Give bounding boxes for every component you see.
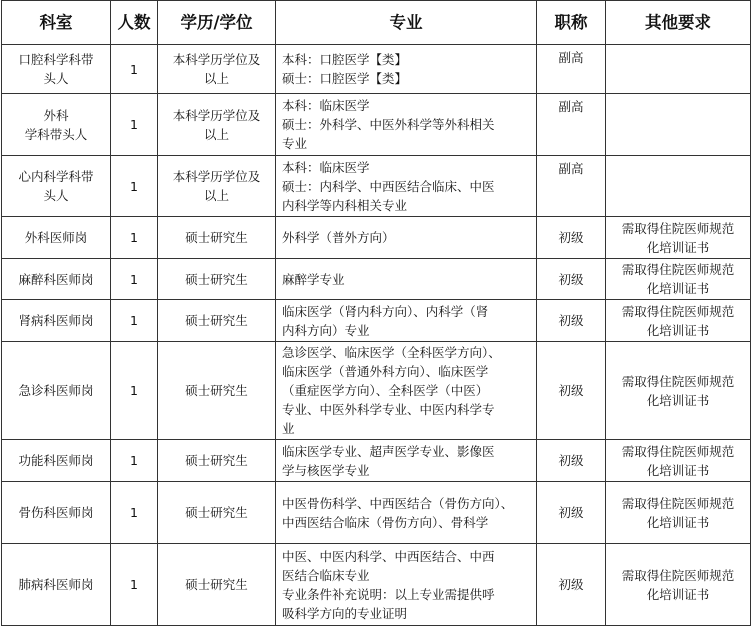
requirement-cell [606, 259, 751, 300]
education-cell [158, 259, 276, 300]
major-cell-line: 专业条件补充说明：以上专业需提供呼 [282, 586, 495, 602]
education-cell-line: 以上 [203, 126, 229, 142]
education-cell [158, 45, 276, 94]
requirement-cell-line: 需取得住院医师规范 [621, 220, 735, 236]
dept-cell-line: 外科医师岗 [24, 230, 88, 245]
education-cell-line: 以上 [203, 71, 229, 86]
recruitment-table [1, 0, 751, 626]
major-cell-line: 中西医结合临床（骨伤方向）、骨科学 [282, 514, 489, 530]
title-cell: 副高 [537, 94, 606, 156]
requirement-cell-line: 化培训证书 [646, 462, 710, 478]
dept-cell-line: 学科带头人 [24, 126, 88, 142]
table-row [2, 342, 751, 440]
education-cell-line: 硕士研究生 [185, 313, 248, 328]
header-title: 职称 [537, 1, 606, 45]
dept-cell-line: 骨伤科医师岗 [18, 505, 94, 520]
requirement-cell-line: 化培训证书 [646, 392, 710, 408]
education-cell-line: 硕士研究生 [185, 383, 248, 398]
dept-cell [2, 217, 111, 259]
major-cell-line: 专业 [282, 136, 308, 151]
count-cell: 1 [111, 300, 158, 342]
education-cell-line: 本科学历学位及 [172, 52, 261, 67]
major-cell-line: 硕士：口腔医学【类】 [282, 71, 408, 86]
dept-cell [2, 342, 111, 440]
education-cell-line: 本科学历学位及 [172, 107, 261, 123]
major-cell [276, 440, 537, 482]
major-cell-line: 医结合临床专业 [282, 567, 370, 583]
major-cell-line: 硕士：外科学、中医外科学等外科相关 [282, 117, 495, 132]
table-row [2, 440, 751, 482]
dept-cell [2, 544, 111, 626]
table-row [2, 156, 751, 217]
requirement-cell [606, 45, 751, 94]
major-cell-line: 临床医学专业、超声医学专业、影像医 [282, 443, 495, 459]
major-cell [276, 300, 537, 342]
education-cell [158, 482, 276, 544]
header-count: 人数 [111, 1, 158, 45]
major-cell-line: 硕士：内科学、中西医结合临床、中医 [282, 178, 495, 194]
dept-cell-line: 头人 [43, 71, 69, 86]
count-cell: 1 [111, 544, 158, 626]
major-cell [276, 482, 537, 544]
requirement-cell [606, 342, 751, 440]
major-cell [276, 217, 537, 259]
major-cell-line: （重症医学方向）、全科医学（中医） [282, 383, 489, 398]
dept-cell-line: 麻醉科医师岗 [18, 271, 94, 287]
education-cell-line: 硕士研究生 [185, 577, 248, 592]
dept-cell [2, 482, 111, 544]
count-cell: 1 [111, 440, 158, 482]
education-cell-line: 本科学历学位及 [172, 169, 261, 184]
requirement-cell [606, 440, 751, 482]
requirement-cell-line: 需取得住院医师规范 [621, 443, 735, 459]
requirement-cell [606, 94, 751, 156]
major-cell [276, 156, 537, 217]
table-row [2, 45, 751, 94]
requirement-cell-line: 需取得住院医师规范 [621, 262, 735, 277]
major-cell-line: 学与核医学专业 [282, 462, 370, 478]
requirement-cell [606, 217, 751, 259]
major-cell [276, 45, 537, 94]
major-cell-line: 内科学等内科相关专业 [282, 197, 408, 213]
title-cell: 初级 [537, 342, 606, 440]
education-cell-line: 硕士研究生 [185, 230, 248, 245]
major-cell [276, 544, 537, 626]
major-cell-line: 内科方向）专业 [282, 322, 370, 338]
table-row [2, 544, 751, 626]
major-cell-line: 专业、中医外科学专业、中医内科学专 [282, 402, 495, 417]
requirement-cell-line: 化培训证书 [646, 239, 710, 255]
header-other-requirements: 其他要求 [606, 1, 751, 45]
dept-cell-line: 头人 [43, 188, 69, 203]
education-cell [158, 156, 276, 217]
header-education: 学历/学位 [158, 1, 276, 45]
major-cell-line: 中医骨伤科学、中西医结合（骨伤方向）、 [282, 495, 514, 511]
dept-cell [2, 94, 111, 156]
table-row [2, 300, 751, 342]
major-cell [276, 259, 537, 300]
dept-cell-line: 外科 [43, 107, 69, 123]
major-cell-line: 本科：临床医学 [282, 159, 370, 175]
title-cell: 初级 [537, 544, 606, 626]
education-cell-line: 硕士研究生 [185, 271, 248, 287]
major-cell-line: 中医、中医内科学、中西医结合、中西 [282, 548, 495, 564]
header-row [2, 1, 751, 45]
requirement-cell-line: 化培训证书 [646, 281, 710, 296]
major-cell-line: 临床医学（普通外科方向）、临床医学 [282, 364, 489, 379]
table-row [2, 94, 751, 156]
requirement-cell [606, 482, 751, 544]
dept-cell-line: 肺病科医师岗 [18, 577, 94, 592]
requirement-cell-line: 需取得住院医师规范 [621, 373, 735, 389]
dept-cell-line: 功能科医师岗 [18, 453, 94, 468]
education-cell [158, 544, 276, 626]
major-cell-line: 吸科学方向的专业证明 [282, 605, 408, 621]
requirement-cell [606, 544, 751, 626]
major-cell [276, 342, 537, 440]
dept-cell-line: 口腔科学科带 [18, 52, 94, 67]
table-row [2, 259, 751, 300]
header-major: 专业 [276, 1, 537, 45]
major-cell [276, 94, 537, 156]
requirement-cell-line: 化培训证书 [646, 322, 710, 338]
education-cell-line: 以上 [203, 188, 229, 203]
education-cell-line: 硕士研究生 [185, 505, 248, 520]
major-cell-line: 外科学（普外方向） [282, 230, 395, 245]
title-cell: 副高 [537, 156, 606, 217]
table-row [2, 217, 751, 259]
requirement-cell-line: 需取得住院医师规范 [621, 495, 735, 511]
requirement-cell [606, 300, 751, 342]
dept-cell-line: 心内科学科带 [18, 169, 94, 184]
count-cell: 1 [111, 217, 158, 259]
count-cell: 1 [111, 482, 158, 544]
title-cell: 初级 [537, 217, 606, 259]
title-cell: 副高 [537, 45, 606, 94]
major-cell-line: 本科：口腔医学【类】 [282, 52, 408, 67]
title-cell: 初级 [537, 300, 606, 342]
requirement-cell-line: 化培训证书 [646, 586, 710, 602]
education-cell [158, 94, 276, 156]
title-cell: 初级 [537, 259, 606, 300]
count-cell: 1 [111, 342, 158, 440]
education-cell-line: 硕士研究生 [185, 453, 248, 468]
count-cell: 1 [111, 156, 158, 217]
major-cell-line: 麻醉学专业 [282, 271, 345, 287]
major-cell-line: 业 [282, 421, 295, 436]
requirement-cell-line: 需取得住院医师规范 [621, 303, 735, 319]
dept-cell [2, 45, 111, 94]
title-cell: 初级 [537, 482, 606, 544]
education-cell [158, 300, 276, 342]
count-cell: 1 [111, 259, 158, 300]
education-cell [158, 342, 276, 440]
count-cell: 1 [111, 94, 158, 156]
title-cell: 初级 [537, 440, 606, 482]
requirement-cell-line: 需取得住院医师规范 [621, 567, 735, 583]
dept-cell-line: 肾病科医师岗 [18, 313, 94, 328]
requirement-cell-line: 化培训证书 [646, 514, 710, 530]
education-cell [158, 217, 276, 259]
major-cell-line: 临床医学（肾内科方向）、内科学（肾 [282, 303, 489, 319]
count-cell: 1 [111, 45, 158, 94]
dept-cell [2, 300, 111, 342]
requirement-cell [606, 156, 751, 217]
table-row [2, 482, 751, 544]
dept-cell [2, 259, 111, 300]
dept-cell [2, 440, 111, 482]
header-dept: 科室 [2, 1, 111, 45]
education-cell [158, 440, 276, 482]
major-cell-line: 急诊医学、临床医学（全科医学方向）、 [282, 345, 501, 360]
major-cell-line: 本科：临床医学 [282, 98, 370, 113]
dept-cell-line: 急诊科医师岗 [18, 383, 94, 398]
dept-cell [2, 156, 111, 217]
